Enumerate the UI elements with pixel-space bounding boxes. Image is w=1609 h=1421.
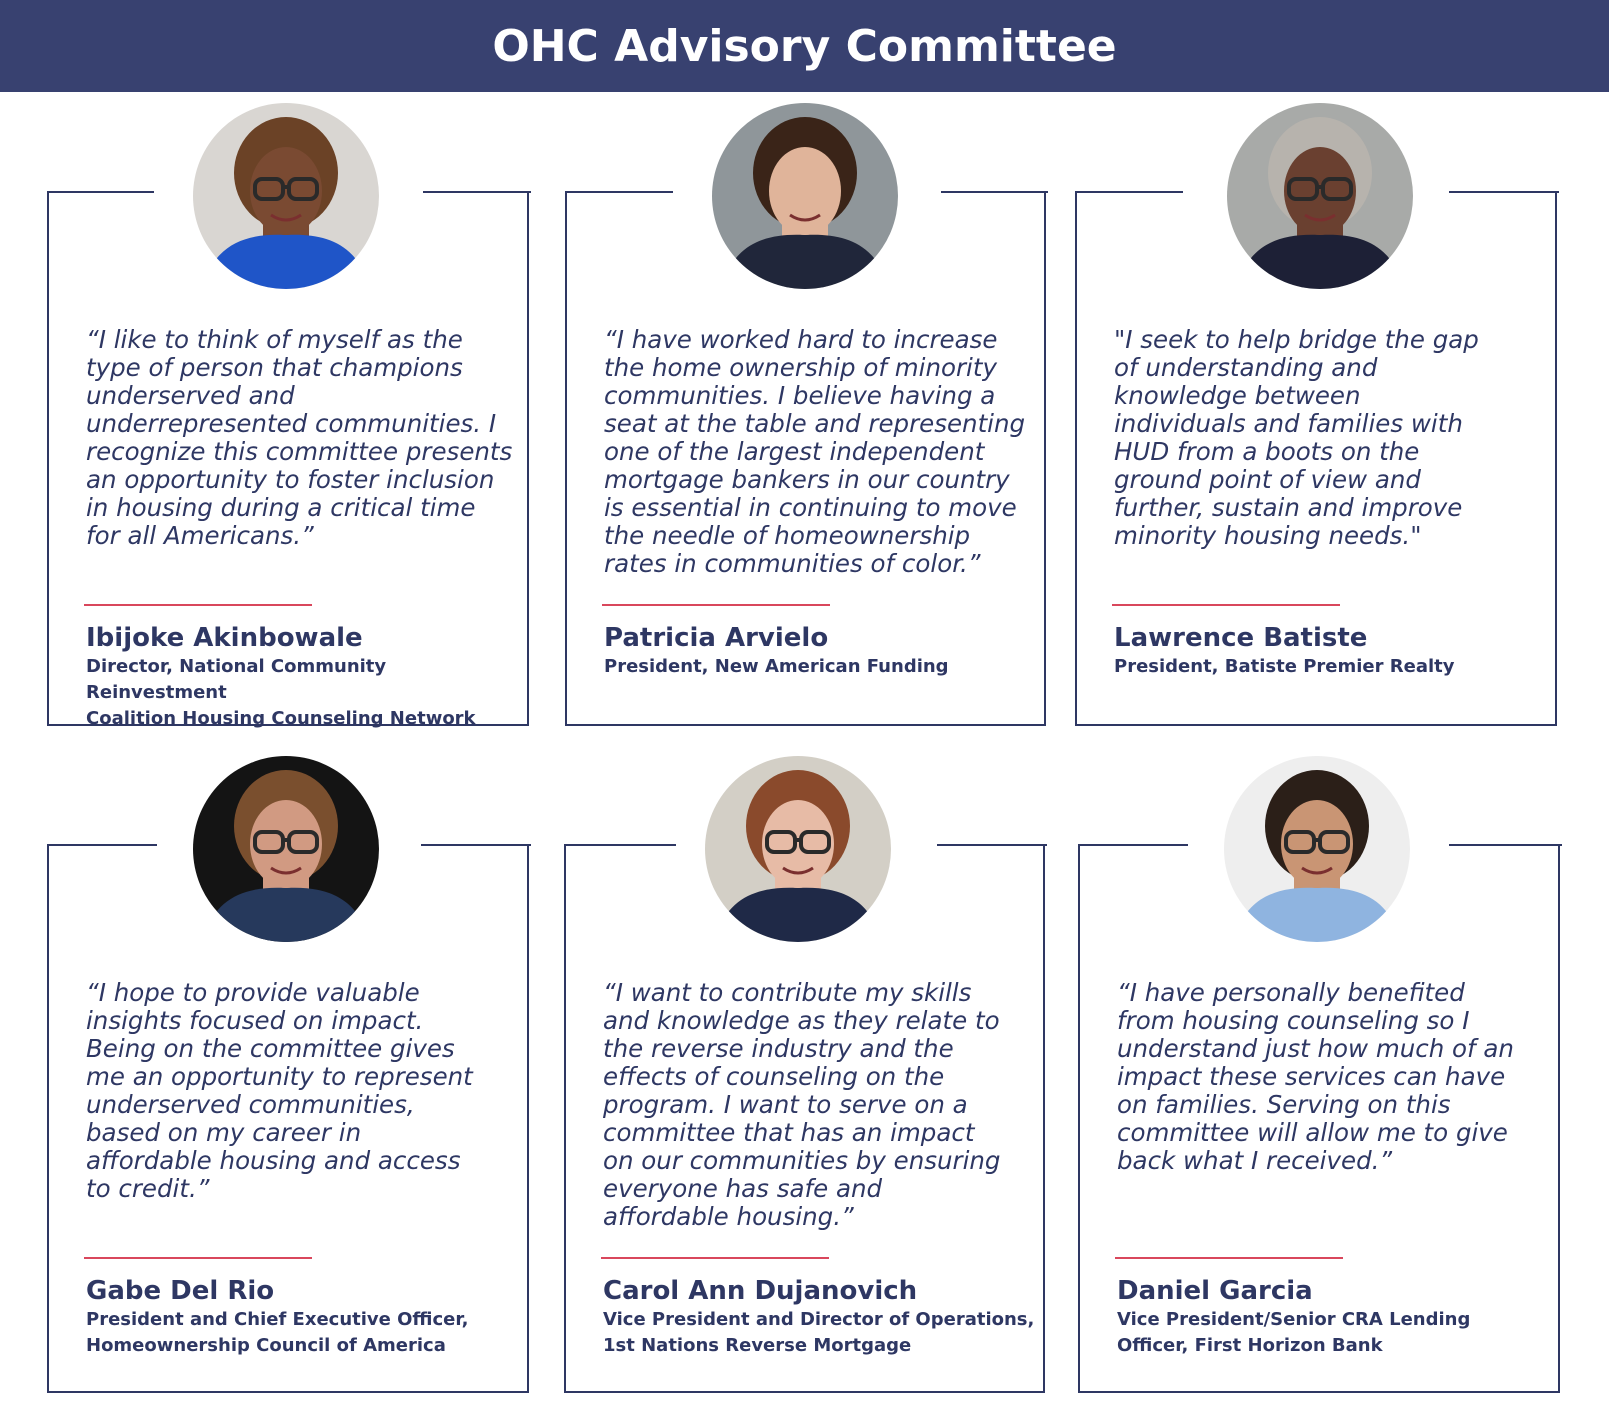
card-top-border-left [565,191,673,193]
name-divider [602,604,830,606]
name-divider [601,1257,829,1259]
member-name: Patricia Arvielo [604,623,829,653]
member-photo [1227,103,1413,289]
member-name: Lawrence Batiste [1114,623,1368,653]
member-name: Ibijoke Akinbowale [86,623,363,653]
member-photo [705,756,891,942]
name-divider [84,1257,312,1259]
member-title: Director, National Community Reinvestment Coalition Housing Counseling Network [86,656,476,729]
member-name: Daniel Garcia [1117,1276,1313,1306]
card-top-border-left [47,191,154,193]
card-top-border-right [1449,191,1559,193]
page-title: OHC Advisory Committee [492,20,1117,72]
name-divider [1112,604,1340,606]
member-quote: "I seek to help bridge the gap of understanding and knowledge between individuals and families with HUD from a boots on the ground point of view and further, sustain and improve minority housing needs." [1114,325,1479,550]
member-quote: “I have worked hard to increase the home ownership of minority communities. I believe having a seat at the table and representing one of the largest independent mortgage bankers in our country is essential in continuing to move the needle of homeownership rates in communities of color.” [604,325,1026,578]
card-top-border-right [423,191,531,193]
member-title: Vice President and Director of Operations, 1st Nations Reverse Mortgage [603,1309,1035,1356]
member-title: Vice President/Senior CRA Lending Officer, First Horizon Bank [1117,1309,1471,1356]
member-name: Carol Ann Dujanovich [603,1276,918,1306]
page-header [0,0,1609,92]
member-quote: “I have personally benefited from housing counseling so I understand just how much of an impact these services can have on families. Serving on this committee will allow me to give back what I received.” [1117,978,1514,1175]
member-title: President, Batiste Premier Realty [1114,656,1455,677]
card-top-border-left [1078,844,1188,846]
card-top-border-left [47,844,157,846]
name-divider [84,604,312,606]
card-top-border-left [1075,191,1183,193]
card-top-border-right [941,191,1048,193]
card-top-border-right [1449,844,1562,846]
member-quote: “I like to think of myself as the type of person that champions underserved and underrepresented communities. I recognize this committee presents an opportunity to foster inclusion in housing during a critical time for all Americans.” [86,325,513,550]
member-quote: “I want to contribute my skills and knowledge as they relate to the reverse industry and the effects of counseling on the program. I want to serve on a committee that has an impact on our communities by ensuring everyone has safe and affordable housing.” [603,978,1001,1231]
member-photo [712,103,898,289]
member-photo [1224,756,1410,942]
member-quote: “I hope to provide valuable insights focused on impact. Being on the committee gives me an opportunity to represent underserved communities, based on my career in affordable housing and access to credit.” [86,978,473,1203]
member-name: Gabe Del Rio [86,1276,275,1306]
card-top-border-right [421,844,531,846]
name-divider [1115,1257,1343,1259]
member-photo [193,103,379,289]
card-top-border-left [564,844,676,846]
member-photo [193,756,379,942]
member-title: President and Chief Executive Officer, Homeownership Council of America [86,1309,469,1356]
card-top-border-right [937,844,1047,846]
member-title: President, New American Funding [604,656,949,677]
